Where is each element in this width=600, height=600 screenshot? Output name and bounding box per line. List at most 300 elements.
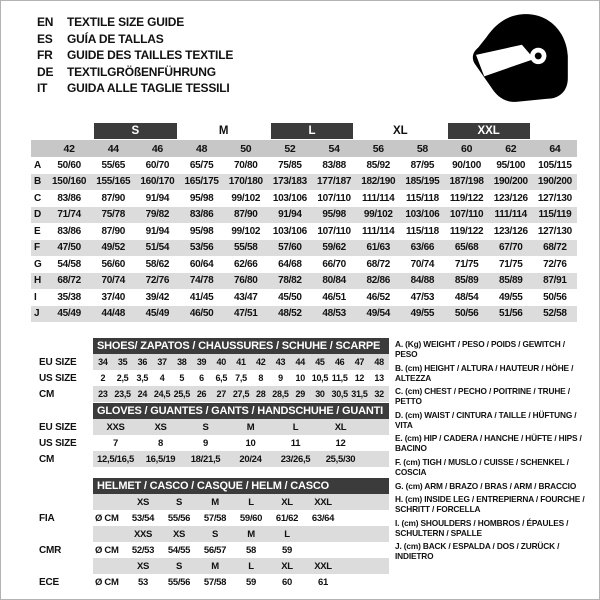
row-label: D bbox=[34, 209, 41, 221]
measurement-cell: 190/200 bbox=[493, 176, 528, 188]
measurement-cell: 95/98 bbox=[189, 192, 214, 204]
measurement-cell: 70/80 bbox=[233, 159, 258, 171]
measurement-cell: 50/56 bbox=[543, 291, 567, 303]
value-cell: 54/55 bbox=[167, 544, 191, 556]
size-cell: XS bbox=[136, 496, 150, 508]
value-cell: 11,5 bbox=[331, 373, 348, 383]
measurement-cell: 107/110 bbox=[317, 192, 351, 204]
size-cell: S bbox=[175, 496, 183, 508]
measurement-cell: 85/89 bbox=[498, 275, 523, 287]
value-cell: 8 bbox=[258, 373, 264, 383]
row-label bbox=[31, 558, 93, 574]
measurement-cell: 56/60 bbox=[101, 258, 125, 270]
shoes-row bbox=[31, 386, 389, 402]
measurement-cell: 66/70 bbox=[322, 258, 346, 270]
measurement-cell: 65/75 bbox=[189, 159, 214, 171]
size-band-m: M bbox=[218, 125, 229, 137]
textile-row-B bbox=[31, 174, 577, 191]
row-label bbox=[31, 526, 93, 542]
measurement-cell: 85/92 bbox=[366, 159, 390, 171]
measurement-cell: 99/102 bbox=[363, 209, 393, 221]
diameter-unit: Ø CM bbox=[95, 544, 119, 556]
language-row bbox=[37, 47, 233, 64]
value-cell: 42 bbox=[256, 357, 266, 367]
measurement-cell: 68/72 bbox=[57, 275, 81, 287]
value-cell: 11 bbox=[290, 437, 301, 449]
size-header-cell: 54 bbox=[328, 142, 340, 155]
gloves-table bbox=[31, 403, 389, 467]
row-label: EU SIZE bbox=[39, 421, 77, 433]
value-cell: 57/58 bbox=[203, 512, 227, 524]
value-cell: 9 bbox=[203, 437, 208, 449]
measurement-cell: 47/53 bbox=[410, 291, 435, 303]
value-cell: 4 bbox=[159, 373, 165, 383]
value-cell: 6 bbox=[199, 373, 204, 383]
value-cell: 6,5 bbox=[215, 373, 228, 383]
measurement-cell: 95/98 bbox=[322, 209, 346, 221]
measurement-cell: 61/63 bbox=[366, 242, 390, 254]
measurement-cell: 63/66 bbox=[410, 242, 435, 254]
sizes-strip bbox=[93, 526, 389, 542]
textile-body bbox=[31, 157, 577, 322]
corner-cell bbox=[31, 140, 47, 157]
measurement-cell: 182/190 bbox=[361, 176, 396, 188]
measurement-cell: 160/170 bbox=[140, 176, 175, 188]
value-cell: 12 bbox=[335, 437, 346, 449]
measurement-cell: 49/55 bbox=[498, 291, 523, 303]
measurement-cell: 45/50 bbox=[278, 291, 302, 303]
measurement-cell: 43/47 bbox=[233, 291, 258, 303]
language-row bbox=[37, 14, 233, 31]
value-cell: 3,5 bbox=[136, 373, 149, 383]
measurement-cell: 87/90 bbox=[233, 209, 258, 221]
textile-row-H bbox=[31, 273, 577, 290]
sizes-strip bbox=[93, 494, 389, 510]
value-cell: 7,5 bbox=[235, 373, 247, 383]
language-row bbox=[37, 31, 233, 48]
size-cell: L bbox=[248, 496, 254, 508]
helmet-standard-row bbox=[31, 574, 389, 590]
value-cell: 53/54 bbox=[131, 512, 155, 524]
legend-item: G. (cm) ARM / BRAZO / BRAS / ARM / BRACCIO bbox=[395, 480, 577, 491]
row-label: CM bbox=[39, 453, 55, 465]
value-cell: 53 bbox=[138, 576, 148, 588]
size-header-cell: 64 bbox=[549, 142, 561, 155]
guide-title: GUIDA ALLE TAGLIE TESSILI bbox=[67, 81, 230, 95]
guide-title: GUIDE DES TAILLES TEXTILE bbox=[67, 48, 234, 62]
value-strip bbox=[93, 451, 389, 467]
row-label bbox=[31, 494, 93, 510]
measurement-cell: 46/50 bbox=[189, 308, 214, 320]
size-header-cell: 48 bbox=[196, 142, 208, 155]
measurement-cell: 37/40 bbox=[101, 291, 125, 303]
language-code: FR bbox=[37, 48, 53, 62]
row-label: J bbox=[34, 308, 40, 320]
measurement-cell: 47/51 bbox=[233, 308, 258, 320]
measurement-cell: 87/90 bbox=[101, 192, 125, 204]
row-label: US SIZE bbox=[39, 372, 77, 384]
measurement-cell: 83/88 bbox=[322, 159, 346, 171]
measurement-cell: 103/106 bbox=[405, 209, 440, 221]
size-cell: XXL bbox=[314, 496, 332, 508]
measurement-cell: 91/94 bbox=[145, 225, 170, 237]
measurement-cell: 44/48 bbox=[101, 308, 125, 320]
measurement-cell: 79/82 bbox=[145, 209, 170, 221]
value-strip bbox=[93, 419, 389, 435]
measurement-cell: 65/68 bbox=[454, 242, 479, 254]
diameter-unit: Ø CM bbox=[95, 512, 119, 524]
textile-row-D bbox=[31, 207, 577, 224]
measurement-cell: 49/55 bbox=[410, 308, 435, 320]
row-label: G bbox=[34, 258, 42, 270]
measurement-cell: 87/95 bbox=[410, 159, 435, 171]
row-label: F bbox=[34, 242, 40, 254]
size-cell: XXL bbox=[314, 560, 332, 572]
value-cell: 5 bbox=[179, 373, 185, 383]
measurement-cell: 87/90 bbox=[101, 225, 125, 237]
helmet-standard-row bbox=[31, 542, 389, 558]
value-cell: 41 bbox=[236, 357, 246, 367]
size-band-xxl: XXL bbox=[448, 123, 530, 139]
guide-title: GUÍA DE TALLAS bbox=[67, 31, 164, 46]
shoes-row bbox=[31, 354, 389, 370]
legend-item: H. (cm) INSIDE LEG / ENTREPIERNA / FOURCHE / SCHRITT / FORCELLA bbox=[395, 494, 585, 515]
row-label: US SIZE bbox=[39, 437, 77, 449]
value-cell: 38 bbox=[177, 357, 187, 367]
value-cell: XS bbox=[154, 421, 167, 433]
measurement-cell: 187/198 bbox=[449, 176, 484, 188]
size-header-cell: 62 bbox=[505, 142, 517, 155]
measurement-cell: 107/110 bbox=[449, 209, 484, 221]
measurement-cell: 46/51 bbox=[322, 291, 346, 303]
language-code: EN bbox=[37, 15, 54, 29]
value-strip bbox=[93, 542, 389, 558]
value-cell: 18/21,5 bbox=[190, 453, 221, 465]
legend-item: F. (cm) TIGH / MUSLO / CUISSE / SCHENKEL / COSCIA bbox=[395, 456, 569, 477]
measurement-cell: 115/118 bbox=[405, 225, 439, 237]
guide-title: TEXTILE SIZE GUIDE bbox=[67, 15, 185, 29]
measurement-cell: 46/52 bbox=[366, 291, 390, 303]
measurement-cell: 84/88 bbox=[410, 275, 435, 287]
value-cell: 37 bbox=[157, 357, 167, 367]
measurement-cell: 50/56 bbox=[454, 308, 479, 320]
measurement-cell: 83/86 bbox=[57, 225, 81, 237]
textile-row-F bbox=[31, 240, 577, 257]
size-cell bbox=[305, 526, 341, 542]
legend-item: J. (cm) BACK / ESPALDA / DOS / ZURÜCK / INDIETRO bbox=[395, 541, 560, 562]
value-cell: 24,5 bbox=[153, 389, 171, 399]
measurement-cell: 80/84 bbox=[322, 275, 346, 287]
measurement-cell: 53/56 bbox=[189, 242, 214, 254]
measurement-cell: 119/122 bbox=[449, 225, 484, 237]
measurement-cell: 72/76 bbox=[145, 275, 170, 287]
size-cell: M bbox=[247, 528, 255, 540]
measurement-cell: 51/56 bbox=[498, 308, 523, 320]
measurement-cell: 127/130 bbox=[537, 192, 572, 204]
measurement-cell: 111/114 bbox=[362, 192, 395, 204]
measurement-cell: 67/70 bbox=[498, 242, 523, 254]
gloves-row bbox=[31, 419, 389, 435]
measurement-cell: 91/94 bbox=[278, 209, 302, 221]
legend-item: B. (cm) HEIGHT / ALTURA / HAUTEUR / HÖHE / ALTEZZA bbox=[395, 362, 574, 383]
size-header-cell: 56 bbox=[372, 142, 384, 155]
textile-row-G bbox=[31, 256, 577, 273]
value-cell: 35 bbox=[117, 357, 128, 367]
row-label: H bbox=[34, 275, 41, 287]
measurement-cell: 111/114 bbox=[494, 209, 527, 221]
measurement-cell: 64/68 bbox=[278, 258, 302, 270]
value-strip bbox=[93, 574, 389, 590]
value-cell: 23 bbox=[98, 389, 108, 399]
value-cell: 25,5/30 bbox=[325, 453, 356, 465]
value-cell: 26 bbox=[196, 389, 207, 399]
value-cell: 45 bbox=[315, 357, 325, 367]
value-cell: 31,5 bbox=[351, 389, 368, 399]
standard-label: CMR bbox=[39, 544, 62, 556]
measurement-cell: 68/72 bbox=[543, 242, 567, 254]
measurement-cell: 74/78 bbox=[189, 275, 214, 287]
value-cell: 56/57 bbox=[203, 544, 227, 556]
measurement-cell: 60/64 bbox=[189, 258, 214, 270]
size-cell: XL bbox=[281, 496, 293, 508]
measurement-cell: 48/53 bbox=[322, 308, 346, 320]
value-cell: 16,5/19 bbox=[145, 453, 176, 465]
legend-item: D. (cm) WAIST / CINTURA / TAILLE / HÜFTUNG / VITA bbox=[395, 409, 577, 430]
language-code: IT bbox=[37, 81, 48, 95]
measurement-cell: 150/160 bbox=[52, 176, 87, 188]
measurement-cell: 78/82 bbox=[278, 275, 302, 287]
value-cell: 9 bbox=[278, 373, 283, 383]
value-cell: 47 bbox=[354, 357, 365, 367]
shoes-table bbox=[31, 338, 389, 402]
measurement-cell: 85/89 bbox=[454, 275, 479, 287]
value-cell: 12,5/16,5 bbox=[97, 453, 134, 465]
measurement-cell: 123/126 bbox=[493, 192, 528, 204]
helmet-size-table bbox=[31, 478, 389, 590]
measurement-cell: 51/54 bbox=[145, 242, 170, 254]
measurement-cell: 55/58 bbox=[233, 242, 258, 254]
helmet-standard-row bbox=[31, 510, 389, 526]
language-row bbox=[37, 64, 233, 81]
measurement-cell: 103/106 bbox=[272, 225, 307, 237]
size-header-cell: 42 bbox=[63, 142, 75, 155]
measurement-cell: 105/115 bbox=[538, 159, 572, 171]
legend-item: I. (cm) SHOULDERS / HOMBROS / ÉPAULES / SCHULTERN / SPALLE bbox=[395, 517, 569, 538]
measurement-cell: 49/54 bbox=[366, 308, 390, 320]
size-band-l: L bbox=[271, 123, 353, 139]
value-cell: 34 bbox=[98, 357, 108, 367]
value-cell: 59 bbox=[246, 576, 256, 588]
value-cell: 52/53 bbox=[131, 544, 155, 556]
measurement-cell: 58/62 bbox=[145, 258, 170, 270]
standard-label: FIA bbox=[39, 512, 55, 524]
helmet-sizes-row bbox=[31, 526, 389, 542]
helmet-icon bbox=[463, 9, 589, 111]
value-cell: 40 bbox=[216, 357, 226, 367]
legend-item: E. (cm) HIP / CADERA / HANCHE / HÜFTE / HIPS / BACINO bbox=[395, 433, 582, 454]
measurement-cell: 71/74 bbox=[57, 209, 81, 221]
visor-pivot-dot bbox=[535, 52, 542, 59]
value-cell: 58 bbox=[246, 544, 256, 556]
textile-row-I bbox=[31, 289, 577, 306]
measurement-cell: 59/62 bbox=[322, 242, 346, 254]
value-cell: 10,5 bbox=[311, 373, 329, 383]
language-code: ES bbox=[37, 31, 53, 46]
measurement-cell: 41/45 bbox=[189, 291, 214, 303]
value-cell: 29 bbox=[295, 389, 305, 399]
language-title-block bbox=[37, 14, 233, 97]
value-cell: XXS bbox=[106, 421, 125, 433]
measurement-cell: 119/122 bbox=[449, 192, 484, 204]
value-cell: 30 bbox=[315, 389, 325, 399]
size-cell: XXS bbox=[133, 528, 153, 540]
value-cell: 39 bbox=[196, 357, 207, 367]
measurement-cell: 115/118 bbox=[405, 192, 439, 204]
measurement-cell: 173/183 bbox=[272, 176, 307, 188]
unit-spacer bbox=[93, 558, 125, 574]
textile-row-A bbox=[31, 157, 577, 174]
textile-row-E bbox=[31, 223, 577, 240]
gloves-table-title: GLOVES / GUANTES / GANTS / HANDSCHUHE / GUANTI bbox=[93, 403, 389, 419]
helmet-sizes-row bbox=[31, 558, 389, 574]
measurement-cell: 91/94 bbox=[145, 192, 170, 204]
value-cell: 23/26,5 bbox=[280, 453, 311, 465]
value-cell: 59/60 bbox=[239, 512, 263, 524]
measurement-cell: 49/52 bbox=[101, 242, 125, 254]
value-cell: 46 bbox=[334, 357, 345, 367]
measurement-cell: 82/86 bbox=[366, 275, 390, 287]
value-cell: 24 bbox=[137, 389, 148, 399]
measurement-cell: 95/100 bbox=[496, 159, 526, 171]
value-cell: 28 bbox=[256, 389, 266, 399]
textile-row-J bbox=[31, 306, 577, 323]
value-strip bbox=[93, 386, 389, 402]
size-header-cell: 60 bbox=[461, 142, 473, 155]
measurement-cell: 57/60 bbox=[278, 242, 302, 254]
value-cell: 32 bbox=[374, 389, 384, 399]
helmet-table-title: HELMET / CASCO / CASQUE / HELM / CASCO bbox=[93, 478, 389, 494]
row-label: C bbox=[34, 192, 41, 204]
value-cell: 27,5 bbox=[232, 389, 250, 399]
measurement-cell: 48/52 bbox=[278, 308, 302, 320]
value-cell bbox=[305, 542, 341, 558]
measurement-cell: 70/74 bbox=[101, 275, 125, 287]
measurement-cell: 45/49 bbox=[57, 308, 81, 320]
value-cell: M bbox=[246, 421, 255, 433]
value-strip bbox=[93, 354, 389, 370]
value-cell: 55/56 bbox=[167, 512, 191, 524]
size-header-cell: 50 bbox=[240, 142, 252, 155]
size-header-cell: 52 bbox=[284, 142, 296, 155]
measurement-cell: 83/86 bbox=[57, 192, 81, 204]
measurement-cell: 71/75 bbox=[498, 258, 523, 270]
size-cell: L bbox=[248, 560, 254, 572]
shoes-row bbox=[31, 370, 389, 386]
row-label: B bbox=[34, 176, 41, 188]
textile-size-table bbox=[31, 123, 577, 322]
size-cell: M bbox=[211, 560, 219, 572]
size-cell: XL bbox=[281, 560, 293, 572]
measurement-cell: 99/102 bbox=[231, 192, 261, 204]
size-header-cell: 44 bbox=[107, 142, 119, 155]
value-cell: 28,5 bbox=[272, 389, 289, 399]
measurement-cell: 75/78 bbox=[101, 209, 125, 221]
measurement-cell: 90/100 bbox=[452, 159, 481, 171]
value-cell: 36 bbox=[137, 357, 148, 367]
legend-item: A. (Kg) WEIGHT / PESO / POIDS / GEWITCH / PESO bbox=[395, 339, 565, 359]
guide-title: TEXTILGRÖßENFÜHRUNG bbox=[67, 64, 216, 79]
value-cell: 12 bbox=[354, 373, 365, 383]
measurement-cell: 55/65 bbox=[101, 159, 125, 171]
value-strip bbox=[93, 510, 389, 526]
measurement-cell: 95/98 bbox=[189, 225, 214, 237]
row-label: I bbox=[34, 291, 37, 303]
measurement-cell: 39/42 bbox=[145, 291, 170, 303]
size-cell: S bbox=[175, 560, 183, 572]
value-cell: 30,5 bbox=[331, 389, 348, 399]
measurement-cell: 72/76 bbox=[543, 258, 567, 270]
measurement-cell: 60/70 bbox=[145, 159, 170, 171]
value-strip bbox=[93, 435, 389, 451]
measurement-cell: 87/91 bbox=[543, 275, 567, 287]
value-cell: 61 bbox=[318, 576, 328, 588]
measurement-cell: 75/85 bbox=[278, 159, 302, 171]
value-cell: 25,5 bbox=[173, 389, 190, 399]
measurement-cell: 45/49 bbox=[145, 308, 170, 320]
value-cell: 55/56 bbox=[167, 576, 191, 588]
measurement-cell: 103/106 bbox=[272, 192, 307, 204]
measurement-cell: 83/86 bbox=[189, 209, 214, 221]
row-label: E bbox=[34, 225, 41, 237]
value-cell: 8 bbox=[158, 437, 163, 449]
size-band-xl: XL bbox=[392, 125, 408, 137]
value-cell: 48 bbox=[374, 357, 384, 367]
value-cell: 27 bbox=[216, 389, 226, 399]
size-cell: XS bbox=[172, 528, 186, 540]
measurement-cell: 111/114 bbox=[362, 225, 395, 237]
diameter-unit: Ø CM bbox=[95, 576, 119, 588]
value-cell: 63/64 bbox=[311, 512, 335, 524]
value-cell: 7 bbox=[113, 437, 118, 449]
language-code: DE bbox=[37, 64, 54, 79]
gloves-row bbox=[31, 435, 389, 451]
measurement-cell: 127/130 bbox=[537, 225, 572, 237]
measurement-cell: 115/119 bbox=[538, 209, 572, 221]
size-cell: XS bbox=[136, 560, 150, 572]
textile-band-row bbox=[31, 123, 577, 139]
textile-size-row bbox=[31, 140, 577, 157]
value-cell: 60 bbox=[282, 576, 292, 588]
measurement-cell: 107/110 bbox=[317, 225, 351, 237]
value-cell: 59 bbox=[282, 544, 292, 556]
value-cell: 20/24 bbox=[239, 453, 262, 465]
measurement-cell: 99/102 bbox=[231, 225, 261, 237]
measurement-cell: 48/54 bbox=[454, 291, 479, 303]
size-cell: S bbox=[211, 528, 219, 540]
measurement-cell: 155/165 bbox=[96, 176, 131, 188]
size-band-s: S bbox=[94, 123, 176, 139]
row-label: CM bbox=[39, 388, 55, 400]
measurement-cell: 190/200 bbox=[537, 176, 572, 188]
textile-row-C bbox=[31, 190, 577, 207]
value-cell: 2 bbox=[100, 373, 106, 383]
gloves-row bbox=[31, 451, 389, 467]
value-strip bbox=[93, 370, 389, 386]
measurement-cell: 52/58 bbox=[543, 308, 567, 320]
unit-spacer bbox=[93, 526, 125, 542]
legend-item: C. (cm) CHEST / PECHO / POITRINE / TRUHE / PETTO bbox=[395, 386, 570, 407]
standard-label: ECE bbox=[39, 576, 59, 588]
